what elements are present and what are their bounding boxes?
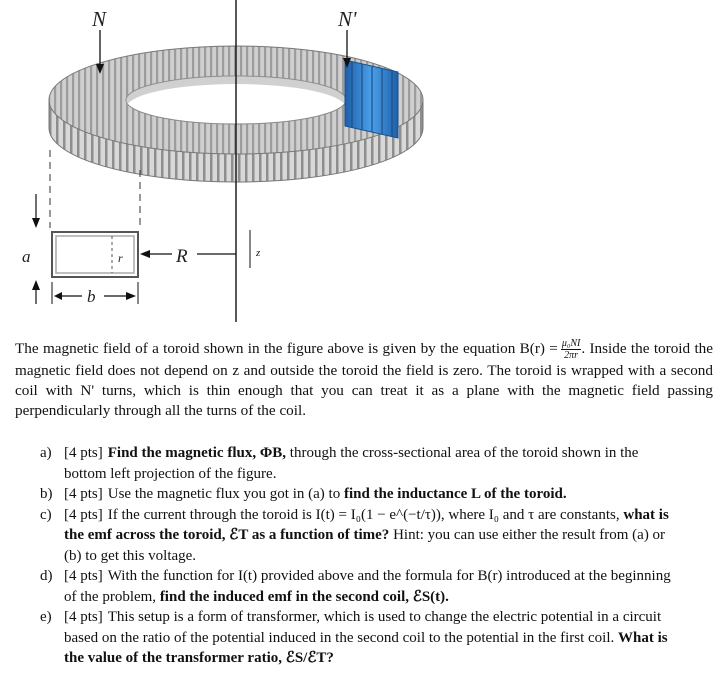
frac-den: 2πr: [564, 350, 579, 361]
label-N-prime: N': [338, 7, 357, 31]
label-z: z: [256, 247, 261, 259]
intro-rest: Inside the toroid the magnetic field does not depend on z and outside the toroid the field is zero. The toroid is wrapped with a second coil with N' turns, which is thin enough that you can treat it as a plane with the magnetic field passing perpendicularly through all the turns of the coil.: [15, 339, 713, 419]
cross-section: [52, 232, 138, 277]
question-e: e) [4 pts] This setup is a form of transformer, which is used to change the electric potential in a circuit based on the ratio of the potential induced in the second coil to the potential in the first coil. What is the value of the transformer ratio, ℰS/ℰT?: [40, 609, 668, 666]
label-r: r: [118, 251, 123, 265]
toroid-figure: [0, 0, 726, 340]
question-c: c) [4 pts] If the current through the toroid is I(t) = I₀(1 − e^(−t/τ)), where I₀ and τ are constants, what is the emf across the toroid, ℰT as a function of time? Hint: you can use either the result from (a) or (b) to get this voltage.: [40, 506, 669, 564]
label-b: b: [87, 287, 96, 306]
question-b: b) [4 pts] Use the magnetic flux you got in (a) to find the inductance L of the toroid.: [40, 486, 567, 502]
frac-num: μ₀NI: [561, 338, 581, 349]
label-N: N: [92, 7, 107, 31]
question-list: [40, 443, 680, 669]
problem-intro: The magnetic field of a toroid shown in the figure above is given by the equation B(r) = $\frac{\text{μ₀NI}}{2\pi r}$ . Inside the toroid the magnetic field does not depend on z and outside the toroid the field is zero. The toroid is wrapped with a second coil with N' turns, which is thin enough that you can treat it as a plane with the magnetic field passing perpendicularly through all the turns of the coil.: [15, 338, 713, 419]
question-a: a) [4 pts] Find the magnetic flux, ΦB, through the cross-sectional area of the toroid shown in the bottom left projection of the figure.: [40, 445, 639, 482]
intro-line1: The magnetic field of a toroid shown in the figure above is given by the equation B(r) =: [15, 339, 558, 357]
field-fraction: [561, 338, 582, 361]
label-a: a: [22, 247, 31, 266]
label-R: R: [176, 246, 188, 267]
question-d: d) [4 pts] With the function for I(t) provided above and the formula for B(r) introduced at the beginning of the problem, find the induced emf in the second coil, ℰS(t).: [40, 568, 671, 605]
